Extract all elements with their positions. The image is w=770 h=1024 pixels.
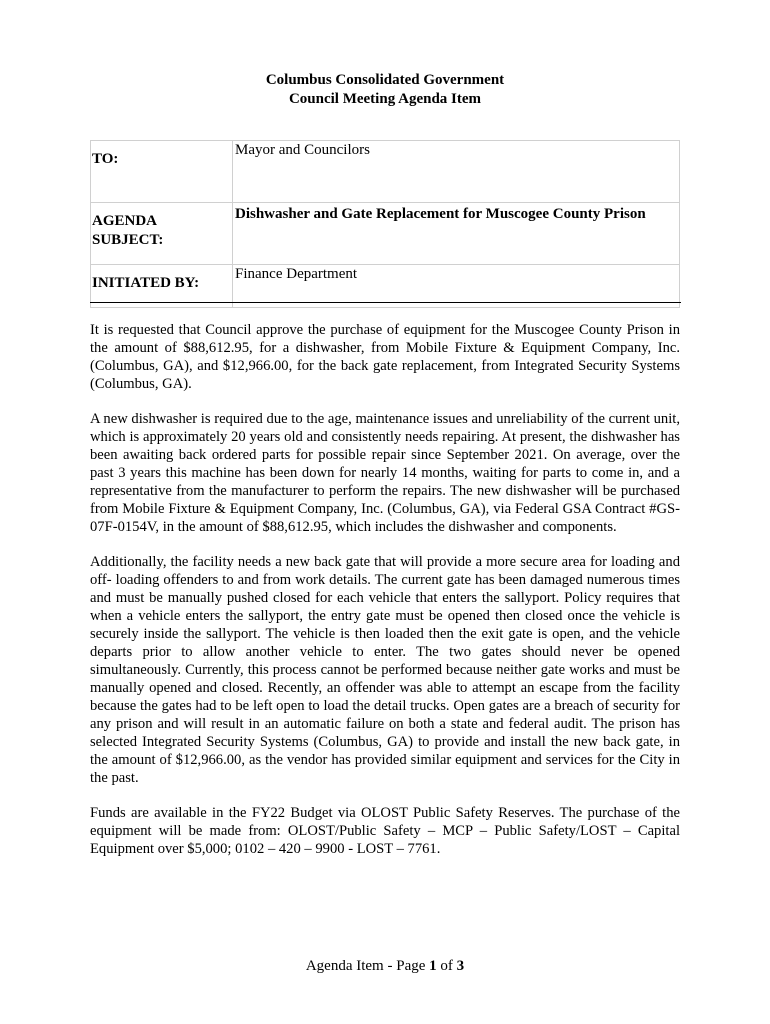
to-value: Mayor and Councilors <box>233 141 680 203</box>
footer-page-number: 1 <box>429 958 437 974</box>
subject-value: Dishwasher and Gate Replacement for Muscogee County Prison <box>233 203 680 265</box>
agenda-info-table <box>90 140 680 308</box>
page-footer <box>0 958 770 975</box>
paragraph-funds: Funds are available in the FY22 Budget via OLOST Public Safety Reserves. The purchase of the equipment will be made from: OLOST/Public Safety – MCP – Public Safety/LOST – Capital Equipment over $5,000; 0102 – 420 – 9900 - LOST – 7761. <box>90 805 680 857</box>
paragraph-request: It is requested that Council approve the purchase of equipment for the Muscogee County Prison in the amount of $88,612.95, for a dishwasher, from Mobile Fixture & Equipment Company, Inc. (Columbus, GA), and $12,966.00, for the back gate replacement, from Integrated Security Systems (Columbus, GA). <box>90 322 680 392</box>
footer-page-total: 3 <box>456 958 465 974</box>
section-divider <box>90 302 681 303</box>
subject-label-line2: SUBJECT: <box>92 232 164 248</box>
document-body <box>90 321 680 875</box>
info-row-to <box>91 141 680 203</box>
paragraph-dishwasher: A new dishwasher is required due to the age, maintenance issues and unreliability of the current unit, which is approximately 20 years old and consistently needs repairing. At present, the dishwasher has been awaiting back ordered parts for possible repair since September 2021. On average, over the past 3 years this machine has been down for nearly 14 months, waiting for parts to come in, and a representative from the manufacturer to perform the repairs. The new dishwasher will be purchased from Mobile Fixture & Equipment Company, Inc. (Columbus, GA), via Federal GSA Contract #GS-07F-0154V, in the amount of $88,612.95, which includes the dishwasher and components. <box>90 411 680 535</box>
paragraph-back-gate: Additionally, the facility needs a new back gate that will provide a more secure area for loading and off- loading offenders to and from work details. The current gate has been damaged numerous times and must be manually pushed closed for each vehicle that enters the sallyport. Policy requires that when a vehicle enters the sallyport, the entry gate must be opened then closed once the vehicle is securely inside the sallyport. The vehicle is then loaded then the exit gate is open, and the vehicle departs prior to allow another vehicle to enter. The two gates should never be opened simultaneously. Currently, this process cannot be performed because neither gate works and must be manually opened and closed. Recently, an offender was able to attempt an escape from the facility because the gates had to be left open to load the detail trucks. Open gates are a breach of security for any prison and will result in an automatic failure on both a state and federal audit. The prison has selected Integrated Security Systems (Columbus, GA) to provide and install the new back gate, in the amount of $12,966.00, as the vendor has provided similar equipment and services for the City in the past. <box>90 554 680 786</box>
footer-prefix: Agenda Item - Page <box>305 958 430 974</box>
info-row-subject <box>91 203 680 265</box>
initiated-value: Finance Department <box>233 265 680 308</box>
to-label: TO: <box>91 141 233 203</box>
footer-of: of <box>436 958 457 974</box>
document-header <box>0 71 770 109</box>
subject-label <box>91 203 233 265</box>
initiated-label: INITIATED BY: <box>91 265 233 308</box>
subject-label-line1: AGENDA <box>92 213 158 229</box>
document-title: Council Meeting Agenda Item <box>288 91 482 107</box>
organization-title: Columbus Consolidated Government <box>265 72 505 88</box>
